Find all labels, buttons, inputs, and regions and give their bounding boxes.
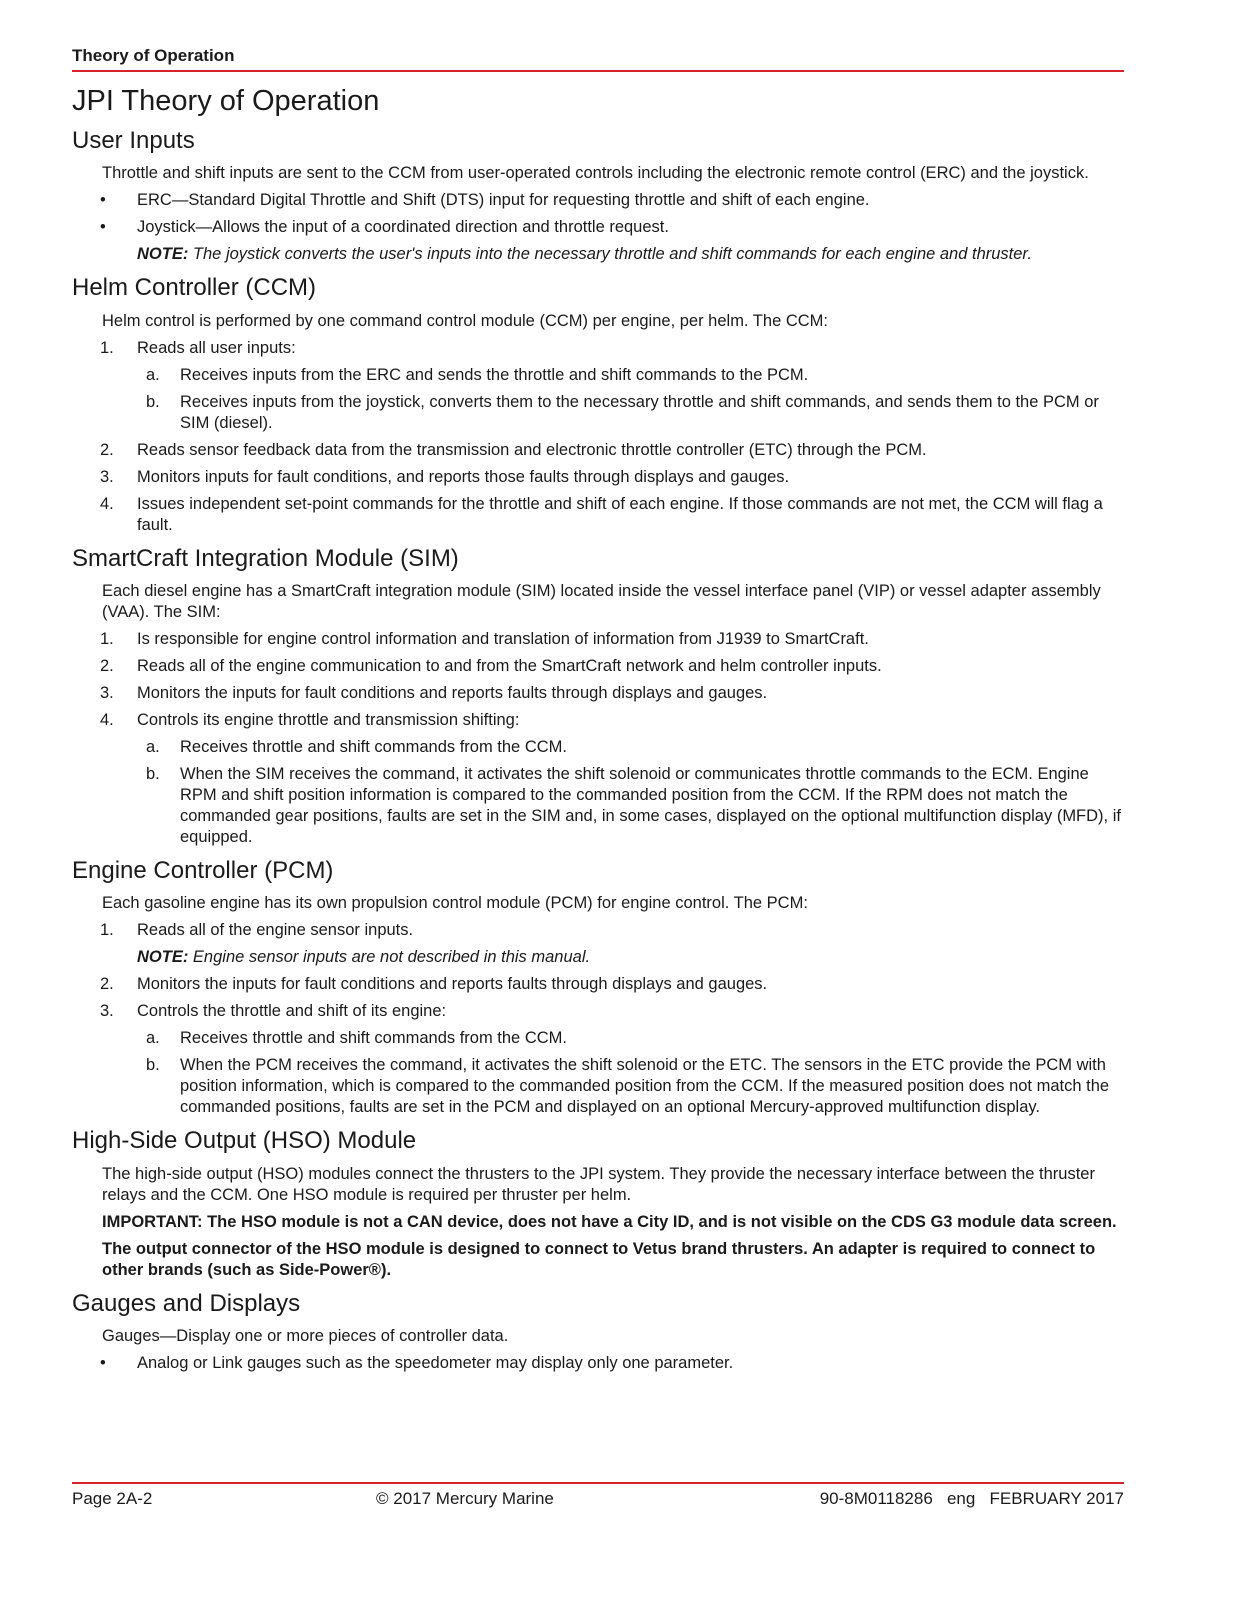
sub-list-item [146, 764, 1124, 848]
list-item-text: Reads all user inputs: [137, 338, 296, 357]
number-marker: 2. [100, 440, 114, 459]
letter-marker: a. [146, 738, 160, 757]
list-item-text: Reads all of the engine communication to and from the SmartCraft network and helm controller inputs. [137, 657, 882, 676]
list-item [100, 1001, 1124, 1022]
list-item [100, 920, 1124, 941]
sub-list-item [146, 1055, 1124, 1118]
section-heading-hso: High-Side Output (HSO) Module [72, 1127, 417, 1155]
list-item [100, 629, 1124, 650]
paragraph: Each gasoline engine has its own propulsion control module (PCM) for engine control. The PCM: [102, 894, 808, 913]
paragraph: Gauges—Display one or more pieces of controller data. [102, 1327, 509, 1346]
note-label: NOTE: [137, 245, 189, 264]
footer-copyright: © 2017 Mercury Marine [376, 1489, 554, 1508]
list-item [100, 494, 1124, 536]
bullet-marker: • [100, 191, 106, 210]
list-item [100, 710, 1124, 731]
note [137, 947, 1124, 968]
list-item [100, 683, 1124, 704]
number-marker: 1. [100, 630, 114, 649]
note-text: The joystick converts the user's inputs into the necessary throttle and shift commands for each engine and thruster. [188, 245, 1032, 264]
list-item-text: Controls the throttle and shift of its engine: [137, 1002, 447, 1021]
list-item [100, 217, 1124, 238]
bullet-marker: • [100, 1354, 106, 1373]
bullet-marker: • [100, 218, 106, 237]
list-item-text: ERC—Standard Digital Throttle and Shift (DTS) input for requesting throttle and shift of each engine. [137, 191, 870, 210]
list-item-text: Receives throttle and shift commands from the CCM. [180, 738, 567, 757]
paragraph: Throttle and shift inputs are sent to the CCM from user-operated controls including the electronic remote control (ERC) and the joystick. [102, 164, 1089, 183]
number-marker: 1. [100, 921, 114, 940]
paragraph: The high-side output (HSO) modules connect the thrusters to the JPI system. They provide the necessary interface between the thruster relays and the CCM. One HSO module is required per thruster per helm. [102, 1164, 1095, 1204]
list-item-text: Joystick—Allows the input of a coordinated direction and throttle request. [137, 218, 669, 237]
sub-list-item [146, 1028, 1124, 1049]
list-item-text: Receives inputs from the ERC and sends the throttle and shift commands to the PCM. [180, 365, 809, 384]
sub-list-item [146, 365, 1124, 386]
section-heading-ccm: Helm Controller (CCM) [72, 274, 317, 302]
list-item-text: Is responsible for engine control information and translation of information from J1939 to SmartCraft. [137, 630, 869, 649]
section-heading-user-inputs: User Inputs [72, 126, 195, 154]
list-item-text: Monitors inputs for fault conditions, and reports those faults through displays and gauges. [137, 467, 790, 486]
note-text: Engine sensor inputs are not described in this manual. [188, 948, 591, 967]
running-header: Theory of Operation [72, 46, 235, 65]
footer-doc-number: 90-8M0118286 eng FEBRUARY 2017 [819, 1489, 1124, 1508]
list-item [100, 1353, 1124, 1374]
important-notice: IMPORTANT: The HSO module is not a CAN device, does not have a City ID, and is not visible on the CDS G3 module data screen. [102, 1212, 1117, 1231]
letter-marker: a. [146, 1029, 160, 1048]
list-item-text: Issues independent set-point commands for the throttle and shift of each engine. If those commands are not met, the CCM will flag a fault. [137, 494, 1103, 534]
list-item-text: Receives inputs from the joystick, converts them to the necessary throttle and shift commands, and sends them to the PCM or SIM (diesel). [180, 392, 1099, 432]
footer-page-number: Page 2A-2 [72, 1489, 153, 1508]
letter-marker: b. [146, 765, 160, 784]
letter-marker: b. [146, 392, 160, 411]
header-rule [72, 70, 1124, 72]
letter-marker: b. [146, 1056, 160, 1075]
important-notice: The output connector of the HSO module is designed to connect to Vetus brand thrusters. An adapter is required to connect to other brands (such as Side-Power®). [102, 1239, 1096, 1279]
page-title: JPI Theory of Operation [72, 85, 380, 117]
list-item-text: Controls its engine throttle and transmission shifting: [137, 711, 520, 730]
list-item-text: Monitors the inputs for fault conditions and reports faults through displays and gauges. [137, 684, 768, 703]
number-marker: 4. [100, 494, 114, 513]
number-marker: 4. [100, 711, 114, 730]
list-item-text: Receives throttle and shift commands from the CCM. [180, 1029, 567, 1048]
list-item [100, 190, 1124, 211]
paragraph: Helm control is performed by one command control module (CCM) per engine, per helm. The CCM: [102, 311, 828, 330]
number-marker: 2. [100, 657, 114, 676]
list-item-text: Monitors the inputs for fault conditions and reports faults through displays and gauges. [137, 975, 768, 994]
list-item-text: Reads sensor feedback data from the transmission and electronic throttle controller (ETC) through the PCM. [137, 440, 927, 459]
letter-marker: a. [146, 365, 160, 384]
section-heading-gauges: Gauges and Displays [72, 1289, 301, 1317]
number-marker: 3. [100, 684, 114, 703]
number-marker: 3. [100, 467, 114, 486]
number-marker: 3. [100, 1002, 114, 1021]
note-label: NOTE: [137, 948, 189, 967]
paragraph: Each diesel engine has a SmartCraft integration module (SIM) located inside the vessel interface panel (VIP) or vessel adapter assembly (VAA). The SIM: [102, 582, 1101, 622]
list-item-text: When the PCM receives the command, it activates the shift solenoid or the ETC. The sensors in the ETC provide the PCM with position information, which is compared to the commanded position from the CCM. If the measured position does not match the commanded positions, faults are set in the PCM and displayed on an optional Mercury-approved multifunction display. [180, 1056, 1110, 1117]
list-item [100, 974, 1124, 995]
section-heading-pcm: Engine Controller (PCM) [72, 857, 334, 885]
list-item-text: Analog or Link gauges such as the speedometer may display only one parameter. [137, 1354, 734, 1373]
list-item [100, 440, 1124, 461]
page-content [72, 82, 1124, 1380]
list-item-text: When the SIM receives the command, it activates the shift solenoid or communicates throttle commands to the ECM. Engine RPM and shift position information is compared to the commanded position from the CCM. If the RPM does not match the commanded gear positions, faults are set in the SIM and, in some cases, displayed on the optional multifunction display (MFD), if equipped. [180, 765, 1121, 847]
number-marker: 2. [100, 975, 114, 994]
footer-rule [72, 1482, 1124, 1484]
list-item [100, 338, 1124, 359]
section-heading-sim: SmartCraft Integration Module (SIM) [72, 544, 459, 572]
sub-list-item [146, 737, 1124, 758]
list-item [100, 656, 1124, 677]
number-marker: 1. [100, 338, 114, 357]
list-item [100, 467, 1124, 488]
list-item-text: Reads all of the engine sensor inputs. [137, 921, 414, 940]
sub-list-item [146, 392, 1124, 434]
note [137, 244, 1124, 265]
